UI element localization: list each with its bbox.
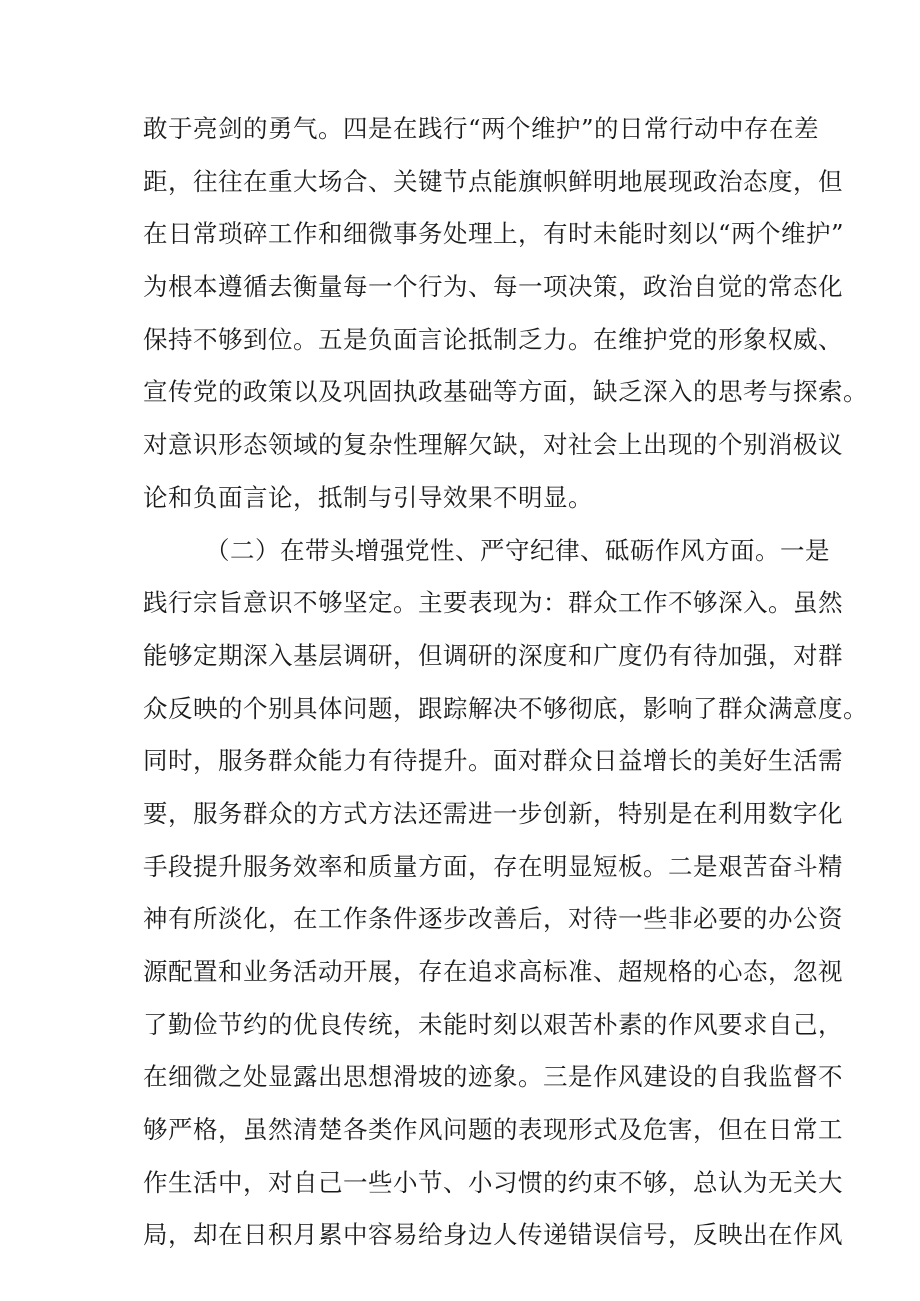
text-line: 了勤俭节约的优良传统，未能时刻以艰苦朴素的作风要求自己， <box>143 1009 843 1039</box>
text-line: 论和负面言论，抵制与引导效果不明显。 <box>143 482 593 512</box>
text-line: 敢于亮剑的勇气。四是在践行“两个维护”的日常行动中存在差 <box>143 114 820 143</box>
text-line: 局，却在日积月累中容易给身边人传递错误信号，反映出在作风 <box>143 1220 843 1250</box>
text-line: 源配置和业务活动开展，存在追求高标准、超规格的心态，忽视 <box>143 957 843 986</box>
text-line: 保持不够到位。五是负面言论抵制乏力。在维护党的形象权威、 <box>143 324 843 354</box>
text-line: 为根本遵循去衡量每一个行为、每一项决策，政治自觉的常态化 <box>143 272 843 302</box>
text-line: 宣传党的政策以及巩固执政基础等方面，缺乏深入的思考与探索。 <box>143 377 868 407</box>
section-heading-line: （二）在带头增强党性、严守纪律、砥砺作风方面。一是 <box>205 535 830 565</box>
text-line: 众反映的个别具体问题，跟踪解决不够彻底，影响了群众满意度。 <box>143 693 868 723</box>
text-line: 手段提升服务效率和质量方面，存在明显短板。二是艰苦奋斗精 <box>143 851 843 881</box>
text-line: 距，往往在重大场合、关键节点能旗帜鲜明地展现政治态度，但 <box>143 166 843 196</box>
text-line: 够严格，虽然清楚各类作风问题的表现形式及危害，但在日常工 <box>143 1115 843 1145</box>
text-line: 对意识形态领域的复杂性理解欠缺，对社会上出现的个别消极议 <box>143 430 843 460</box>
text-line: 能够定期深入基层调研，但调研的深度和广度仍有待加强，对群 <box>143 640 843 670</box>
body-text <box>143 110 868 1269</box>
text-line: 在细微之处显露出思想滑坡的迹象。三是作风建设的自我监督不 <box>143 1062 843 1092</box>
text-line: 同时，服务群众能力有待提升。面对群众日益增长的美好生活需 <box>143 746 843 776</box>
text-line: 践行宗旨意识不够坚定。主要表现为：群众工作不够深入。虽然 <box>143 588 843 618</box>
text-line: 作生活中，对自己一些小节、小习惯的约束不够，总认为无关大 <box>143 1167 843 1197</box>
text-line: 神有所淡化，在工作条件逐步改善后，对待一些非必要的办公资 <box>143 904 843 934</box>
text-line: 要，服务群众的方式方法还需进一步创新，特别是在利用数字化 <box>143 798 843 828</box>
text-line: 在日常琐碎工作和细微事务处理上，有时未能时刻以“两个维护” <box>143 219 845 249</box>
